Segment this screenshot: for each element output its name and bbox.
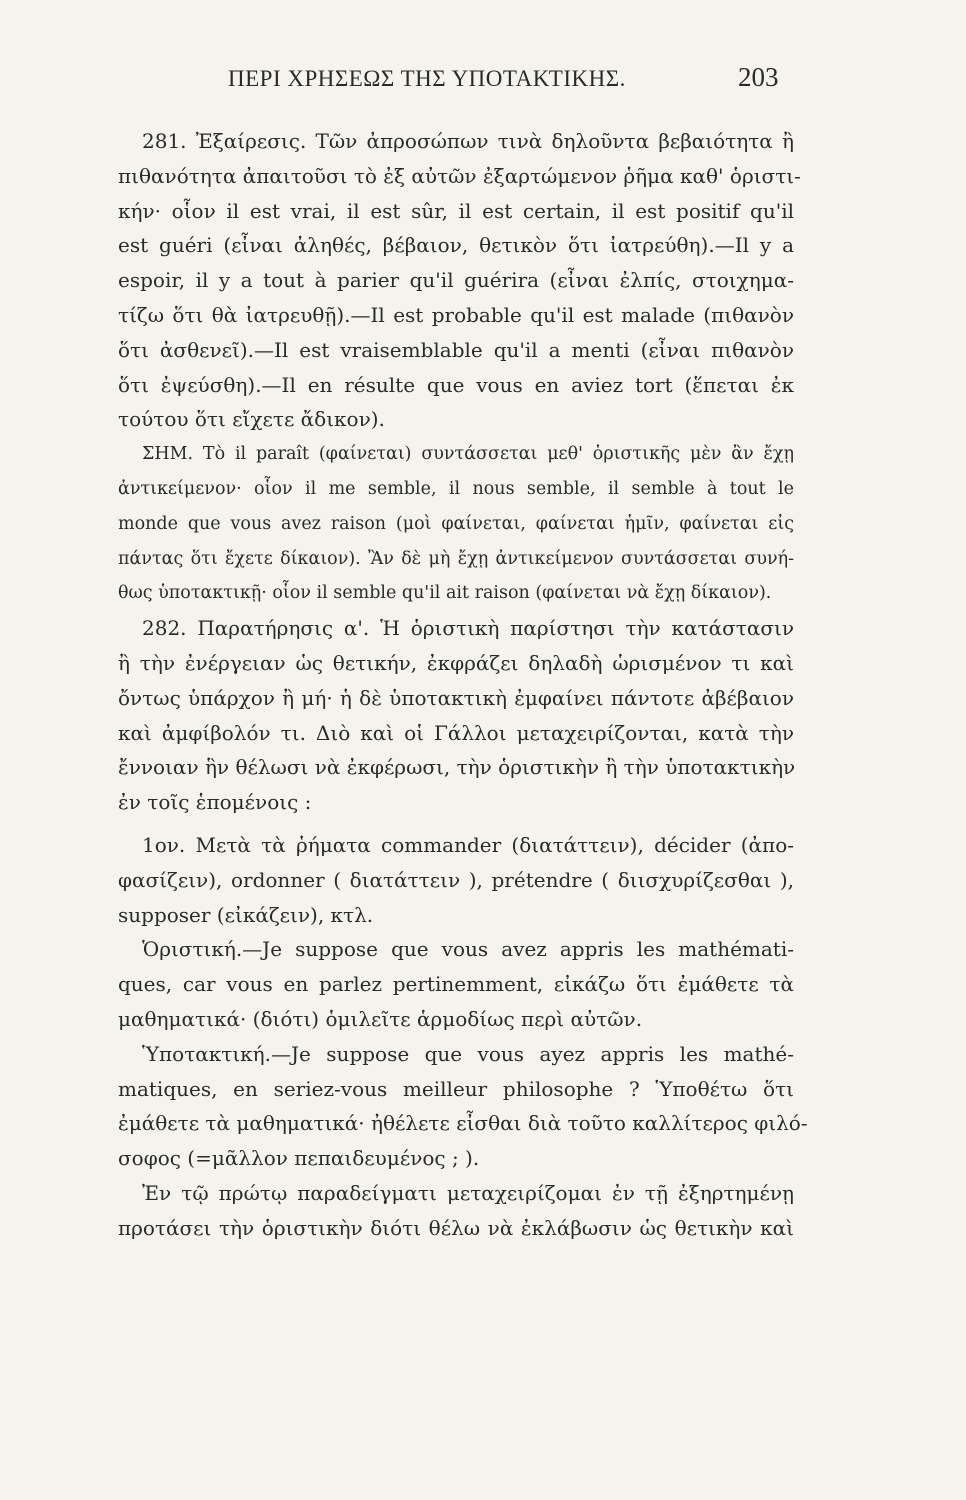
text-line: Ἐν τῷ πρώτῳ παραδείγματι μεταχειρίζομαι ἐν τῇ ἐξηρτημένῃ bbox=[142, 1180, 794, 1205]
note bbox=[118, 437, 794, 611]
text-line: πιθανότητα ἀπαιτοῦσι τὸ ἐξ αὐτῶν ἐξαρτώμενον ῥῆμα καθ' ὁριστι- bbox=[118, 163, 801, 188]
text-line: est guéri (εἶναι ἀληθές, βέβαιον, θετικὸν ὅτι ἰατρεύθη).—Il y a bbox=[118, 233, 794, 258]
running-head: ΠΕΡΙ ΧΡΗΣΕΩΣ ΤΗΣ ΥΠΟΤΑΚΤΙΚΗΣ. bbox=[228, 66, 626, 91]
text-line: μαθηματικά· (διότι) ὁμιλεῖτε ἁρμοδίως περὶ αὐτῶν. bbox=[118, 1006, 643, 1031]
text-line: τούτου ὅτι εἴχετε ἄδικον). bbox=[118, 407, 385, 432]
text-line: ἢ τὴν ἐνέργειαν ὡς θετικήν, ἐκφράζει δηλαδὴ ὡρισμένον τι καὶ bbox=[118, 650, 794, 675]
text-line: espoir, il y a tout à parier qu'il guérira (εἶναι ἐλπίς, στοιχημα- bbox=[118, 268, 794, 293]
text-line: matiques, en seriez-vous meilleur philosophe ? Ὑποθέτω ὅτι bbox=[118, 1076, 794, 1101]
text-line: προτάσει τὴν ὁριστικὴν διότι θέλω νὰ ἐκλάβωσιν ὡς θετικὴν καὶ bbox=[118, 1215, 794, 1240]
page-header bbox=[0, 62, 966, 102]
text-line: φασίζειν), ordonner ( διατάττειν ), prétendre ( διισχυρίζεσθαι ), bbox=[118, 867, 794, 892]
paragraph-final bbox=[118, 1176, 794, 1246]
text-line: Ὑποτακτική.—Je suppose que vous ayez appris les mathé- bbox=[142, 1041, 794, 1066]
text-line: ὄντως ὑπάρχον ἢ μή· ἡ δὲ ὑποτακτικὴ ἐμφαίνει πάντοτε ἀβέβαιον bbox=[118, 685, 794, 710]
text-line: σοφος (=μᾶλλον πεπαιδευμένος ; ). bbox=[118, 1146, 480, 1171]
text-line: θως ὑποτακτικῇ· οἷον il semble qu'il ait raison (φαίνεται νὰ ἔχῃ δίκαιον). bbox=[118, 583, 772, 604]
item-1 bbox=[118, 828, 794, 932]
text-line: ΣΗΜ. Τὸ il paraît (φαίνεται) συντάσσεται μεθ' ὁριστικῆς μὲν ἂν ἔχῃ bbox=[142, 444, 794, 465]
text-line: 282. Παρατήρησις α'. Ἡ ὁριστικὴ παρίστησι τὴν κατάστασιν bbox=[142, 616, 794, 641]
text-line: κήν· οἷον il est vrai, il est sûr, il est certain, il est positif qu'il bbox=[118, 198, 794, 223]
text-line: πάντας ὅτι ἔχετε δίκαιον). Ἂν δὲ μὴ ἔχῃ ἀντικείμενον συντάσσεται συνή- bbox=[118, 548, 794, 569]
text-line: 1ον. Μετὰ τὰ ῥήματα commander (διατάττειν), décider (ἀπο- bbox=[142, 832, 794, 857]
page-number: 203 bbox=[738, 62, 779, 92]
text-line: ὅτι ἐψεύσθη).—Il en résulte que vous en aviez tort (ἕπεται ἐκ bbox=[118, 372, 794, 397]
text-line: Ὁριστική.—Je suppose que vous avez appris les mathémati- bbox=[142, 937, 794, 962]
text-line: ὅτι ἀσθενεῖ).—Il est vraisemblable qu'il a menti (εἶναι πιθανὸν bbox=[118, 337, 794, 362]
text-line: καὶ ἀμφίβολόν τι. Διὸ καὶ οἱ Γάλλοι μεταχειρίζονται, κατὰ τὴν bbox=[118, 720, 794, 745]
text-line: ἀντικείμενον· οἷον il me semble, il nous semble, il semble à tout le bbox=[118, 478, 794, 499]
paragraph-282 bbox=[118, 611, 794, 820]
text-line: supposer (εἰκάζειν), κτλ. bbox=[118, 902, 374, 927]
text-line: ques, car vous en parlez pertinemment, εἰκάζω ὅτι ἐμάθετε τὰ bbox=[118, 972, 794, 997]
example-indicative bbox=[118, 932, 794, 1036]
example-subjunctive bbox=[118, 1037, 808, 1176]
text-line: τίζω ὅτι θὰ ἰατρευθῇ).—Il est probable qu'il est malade (πιθανὸν bbox=[118, 302, 794, 327]
text-line: ἔννοιαν ἣν θέλωσι νὰ ἐκφέρωσι, τὴν ὁριστικὴν ἢ τὴν ὑποτακτικὴν bbox=[118, 755, 796, 780]
page-body bbox=[118, 124, 808, 1246]
text-line: monde que vous avez raison (μοὶ φαίνεται, φαίνεται ἡμῖν, φαίνεται εἰς bbox=[118, 513, 794, 534]
text-line: 281. Ἐξαίρεσις. Τῶν ἀπροσώπων τινὰ δηλοῦντα βεβαιότητα ἢ bbox=[142, 129, 794, 153]
paragraph-281 bbox=[118, 124, 801, 437]
spacer bbox=[118, 820, 794, 828]
text-line: ἐμάθετε τὰ μαθηματικά· ἠθέλετε εἶσθαι διὰ τοῦτο καλλίτερος φιλό- bbox=[118, 1111, 808, 1136]
text-line: ἐν τοῖς ἑπομένοις : bbox=[118, 790, 312, 815]
